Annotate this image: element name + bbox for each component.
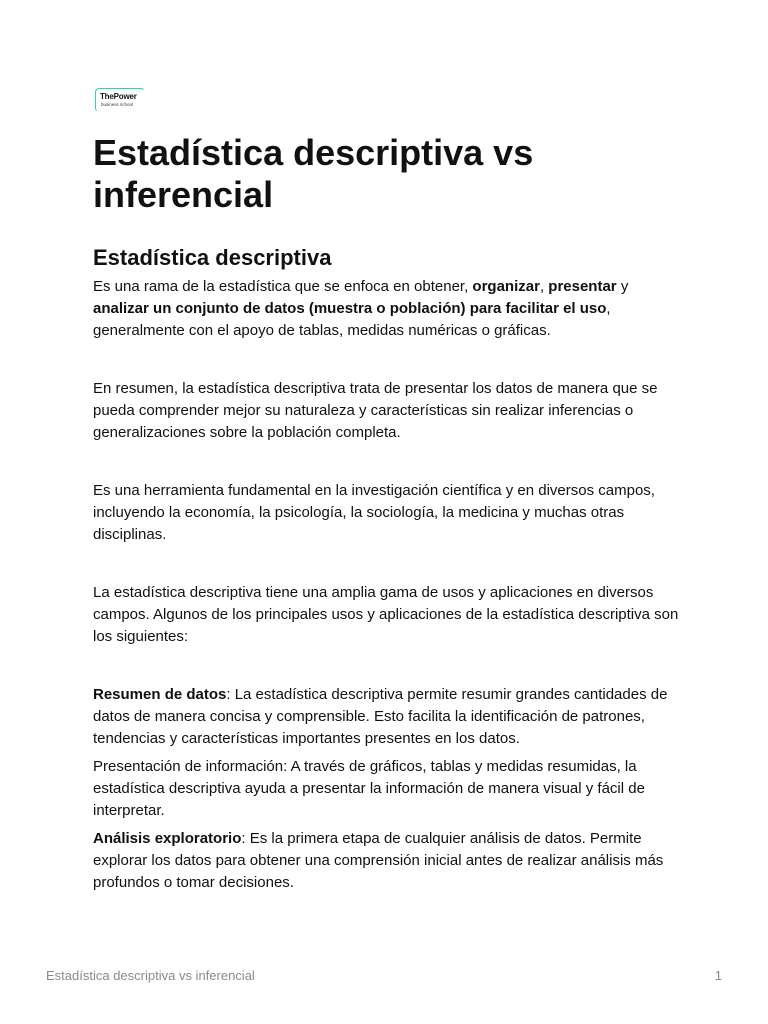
text-run: y <box>616 278 629 295</box>
paragraph-tool: Es una herramienta fundamental en la investigación científica y en diversos campos, incluyendo la economía, la psicología, la sociología, la medicina y muchas otras disciplinas. <box>93 482 655 543</box>
bold-run: analizar un conjunto de datos (muestra o población) para facilitar el uso <box>93 300 607 317</box>
text-run: Es una rama de la estadística que se enfoca en obtener, <box>93 278 473 295</box>
item-title: Resumen de datos <box>93 686 227 703</box>
list-item-exploratory <box>93 828 683 894</box>
paragraph-uses-intro: La estadística descriptiva tiene una amplia gama de usos y aplicaciones en diversos campos. Algunos de los principales usos y aplicaciones de la estadística descriptiva son los siguientes: <box>93 584 679 645</box>
paragraph-summary: En resumen, la estadística descriptiva trata de presentar los datos de manera que se pueda comprender mejor su naturaleza y características sin realizar inferencias o generalizaciones sobre la población completa. <box>93 380 658 441</box>
item-text: : Es la primera etapa de cualquier análisis de datos. Permite explorar los datos para obtener una comprensión inicial antes de realizar análisis más profundos o tomar decisiones. <box>93 830 664 891</box>
text-run: , generalmente con el apoyo de tablas, medidas numéricas o gráficas. <box>93 300 611 339</box>
bold-run: organizar <box>472 278 540 295</box>
page-title: Estadística descriptiva vs inferencial <box>93 132 534 215</box>
text-run: , <box>539 278 549 295</box>
logo-subtitle: business school <box>101 102 134 107</box>
paragraph-definition <box>93 276 683 342</box>
logo-brand: ThePower <box>100 92 137 101</box>
document-body <box>93 132 683 894</box>
bold-run: presentar <box>548 278 617 295</box>
list-item-presentation: Presentación de información: A través de gráficos, tablas y medidas resumidas, la estadística descriptiva ayuda a presentar la información de manera visual y fácil de interpretar. <box>93 758 645 819</box>
thepower-logo <box>95 88 145 112</box>
item-text: : La estadística descriptiva permite resumir grandes cantidades de datos de manera concisa y comprensible. Esto facilita la identificación de patrones, tendencias y características importantes presentes en los datos. <box>93 686 668 747</box>
item-title: Análisis exploratorio <box>93 830 242 847</box>
footer-document-title: Estadística descriptiva vs inferencial <box>46 968 255 983</box>
footer-page-number: 1 <box>714 968 722 983</box>
list-item-data-summary <box>93 684 683 750</box>
section-heading: Estadística descriptiva <box>93 245 332 270</box>
